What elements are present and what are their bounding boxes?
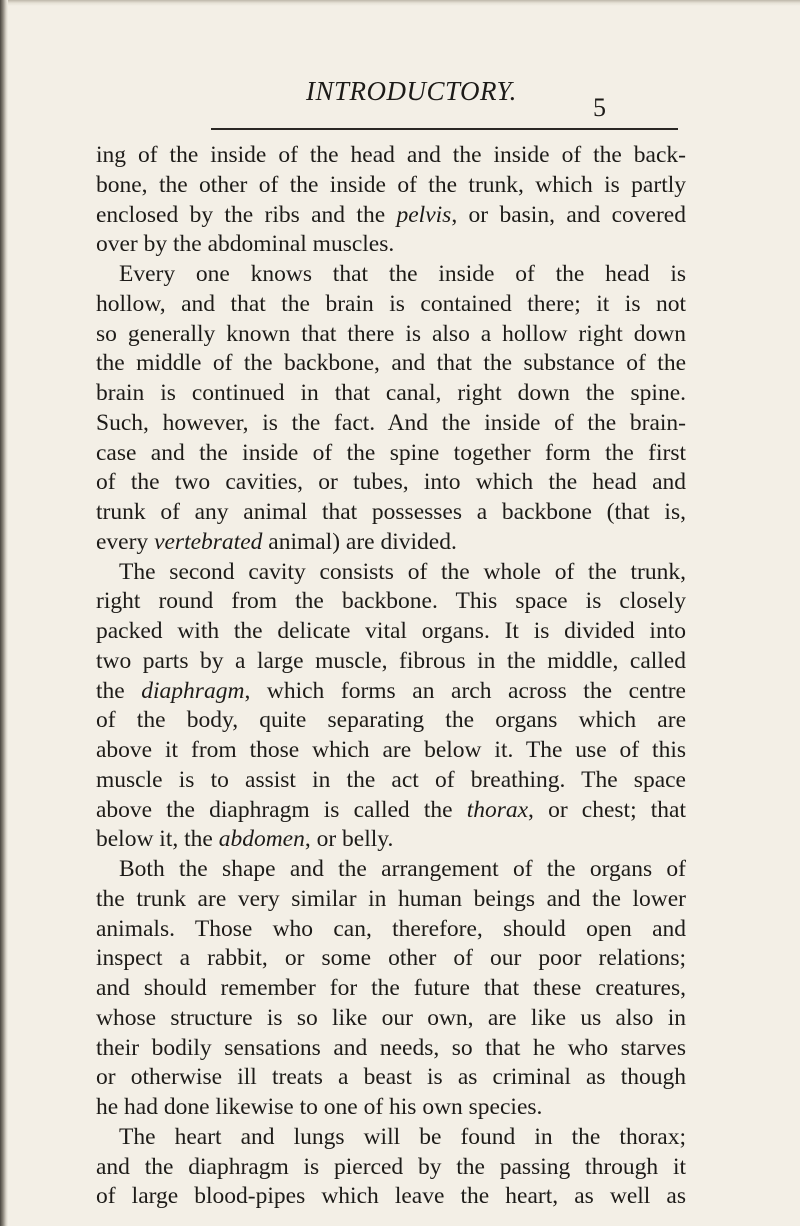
paragraph-start-line: The heart and lungs will be found in the thorax; — [119, 1123, 686, 1150]
text-line: and the diaphragm is pierced by the passing through it — [96, 1153, 686, 1180]
text-line: bone, the other of the inside of the trunk, which is partly — [96, 171, 686, 198]
text-line: the diaphragm, which forms an arch across the centre — [96, 677, 686, 704]
text-line: hollow, and that the brain is contained there; it is not — [96, 290, 686, 317]
page-top-shadow — [0, 0, 800, 6]
paragraph-end-line: he had done likewise to one of his own species. — [96, 1094, 543, 1120]
text-line: enclosed by the ribs and the pelvis, or basin, and covered — [96, 201, 686, 228]
text-line: two parts by a large muscle, fibrous in the middle, called — [96, 647, 686, 674]
text-line: and should remember for the future that these creatures, — [96, 975, 686, 1001]
italic-term: thorax — [466, 796, 529, 823]
text-line: or otherwise ill treats a beast is as criminal as though — [96, 1064, 686, 1091]
text-line: of large blood-pipes which leave the heart, as well as — [96, 1183, 686, 1210]
paragraph-end-line: below it, the abdomen, or belly. — [96, 826, 394, 853]
text-line: above the diaphragm is called the thorax, or chest; that — [96, 796, 686, 823]
text-line: of the body, quite separating the organs which are — [96, 707, 686, 734]
text-line: above it from those which are below it. The use of this — [96, 737, 686, 763]
text-line: packed with the delicate vital organs. It is divided into — [96, 618, 686, 644]
italic-term: diaphragm — [141, 677, 245, 704]
text-line: muscle is to assist in the act of breathing. The space — [96, 766, 686, 793]
text-line: trunk of any animal that possesses a backbone (that is, — [96, 499, 686, 525]
text-line: right round from the backbone. This space is closely — [96, 588, 686, 615]
header-rule — [211, 128, 678, 130]
text-line: Such, however, is the fact. And the inside of the brain- — [96, 409, 686, 436]
paragraph-end-line: every vertebrated animal) are divided. — [96, 528, 457, 555]
text-line: animals. Those who can, therefore, should open and — [96, 915, 686, 942]
running-head: INTRODUCTORY. — [306, 76, 517, 106]
text-line: whose structure is so like our own, are like us also in — [96, 1004, 686, 1031]
paragraph-end-line: over by the abdominal muscles. — [96, 231, 395, 258]
text-line: so generally known that there is also a hollow right down — [96, 320, 686, 347]
page-number: 5 — [593, 93, 606, 122]
text-line: inspect a rabbit, or some other of our poor relations; — [96, 945, 686, 972]
text-line: the trunk are very similar in human beings and the lower — [96, 885, 686, 912]
text-line: brain is continued in that canal, right down the spine. — [96, 380, 686, 406]
text-line: their bodily sensations and needs, so that he who starves — [96, 1034, 686, 1061]
paragraph-start-line: The second cavity consists of the whole of the trunk, — [119, 558, 686, 585]
italic-term: abdomen — [218, 826, 305, 853]
italic-term: vertebrated — [154, 528, 263, 555]
text-line: of the two cavities, or tubes, into which the head and — [96, 469, 686, 496]
book-spine-shadow — [0, 0, 8, 1226]
text-line: ing of the inside of the head and the inside of the back- — [96, 142, 686, 168]
body-text — [96, 141, 686, 1212]
paragraph-start-line: Every one knows that the inside of the head is — [119, 261, 686, 287]
paragraph-start-line: Both the shape and the arrangement of the organs of — [119, 856, 686, 882]
text-line: the middle of the backbone, and that the substance of the — [96, 350, 686, 377]
text-line: case and the inside of the spine together form the first — [96, 439, 686, 466]
italic-term: pelvis — [396, 201, 452, 228]
